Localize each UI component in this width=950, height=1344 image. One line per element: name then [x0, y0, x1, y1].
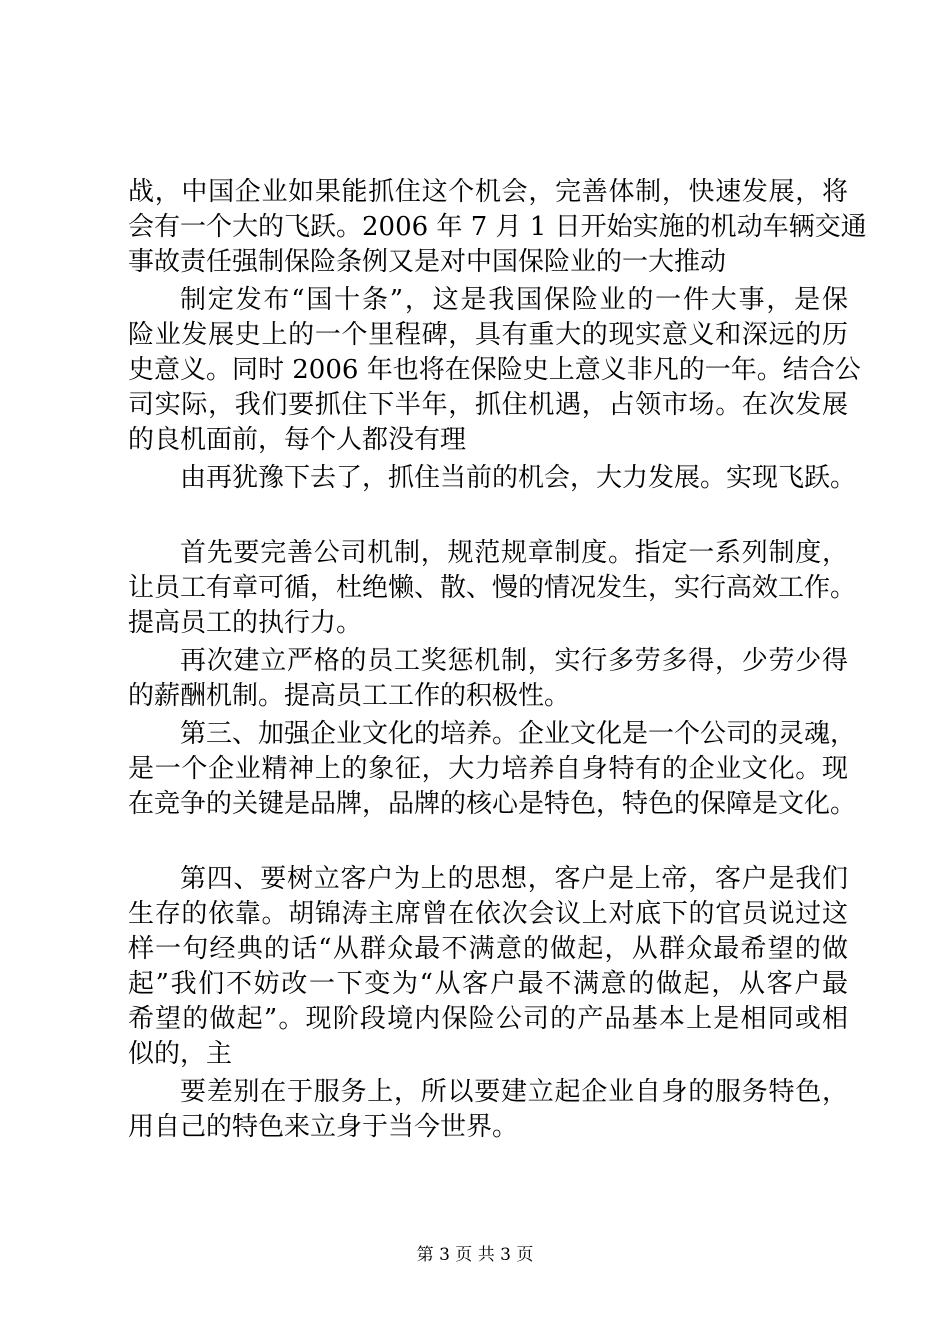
text-line: 让员工有章可循，杜绝懒、散、慢的情况发生，实行高效工作。 — [128, 573, 857, 603]
page-footer: 第 3 页 共 3 页 — [416, 1245, 534, 1265]
text-line: 样一句经典的话“从群众最不满意的做起，从群众最希望的做 — [128, 934, 848, 964]
text-line: 事故责任强制保险条例又是对中国保险业的一大推动 — [128, 247, 727, 277]
text-line: 在竞争的关键是品牌，品牌的核心是特色，特色的保障是文化。 — [128, 789, 857, 819]
text-line: 用自己的特色来立身于当今世界。 — [128, 1112, 519, 1142]
text-line: 由再犹豫下去了，抓住当前的机会，大力发展。实现飞跃。 — [180, 463, 857, 493]
text-line: 希望的做起”。现阶段境内保险公司的产品基本上是相同或相 — [128, 1004, 848, 1034]
text-line: 首先要完善公司机制，规范规章制度。指定一系列制度， — [180, 538, 848, 568]
text-line: 起”我们不妨改一下变为“从客户最不满意的做起，从客户最 — [128, 969, 848, 999]
text-line: 再次建立严格的员工奖惩机制，实行多劳多得，少劳少得 — [180, 646, 848, 676]
text-line: 是一个企业精神上的象征，大力培养自身特有的企业文化。现 — [128, 754, 848, 784]
text-line: 似的，主 — [128, 1039, 233, 1069]
text-line: 史意义。同时 2006 年也将在保险史上意义非凡的一年。结合公 — [128, 355, 861, 385]
text-line: 制定发布“国十条”，这是我国保险业的一件大事，是保 — [180, 285, 848, 315]
text-line: 战，中国企业如果能抓住这个机会，完善体制，快速发展，将 — [128, 177, 848, 207]
text-line: 会有一个大的飞跃。2006 年 7 月 1 日开始实施的机动车辆交通 — [128, 212, 867, 242]
text-line: 生存的依靠。胡锦涛主席曾在依次会议上对底下的官员说过这 — [128, 899, 848, 929]
text-line: 第三、加强企业文化的培养。企业文化是一个公司的灵魂， — [180, 719, 857, 749]
text-line: 要差别在于服务上，所以要建立起企业自身的服务特色， — [180, 1077, 848, 1107]
text-line: 司实际，我们要抓住下半年，抓住机遇，占领市场。在次发展 — [128, 390, 848, 420]
text-line: 的薪酬机制。提高员工工作的积极性。 — [128, 681, 571, 711]
text-line: 提高员工的执行力。 — [128, 608, 363, 638]
text-line: 第四、要树立客户为上的思想，客户是上帝，客户是我们 — [180, 864, 848, 894]
text-line: 险业发展史上的一个里程碑，具有重大的现实意义和深远的历 — [128, 320, 848, 350]
text-line: 的良机面前，每个人都没有理 — [128, 425, 467, 455]
